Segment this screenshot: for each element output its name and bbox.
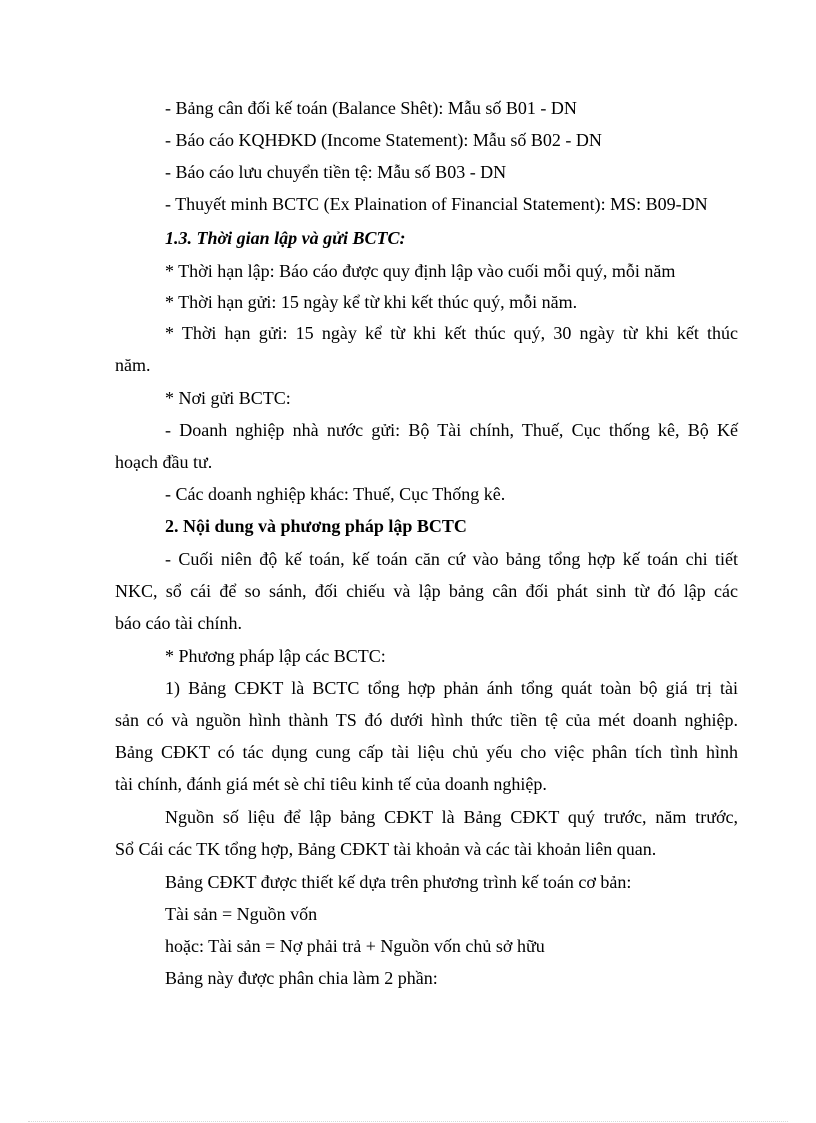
form-item-cash-flow: - Báo cáo lưu chuyển tiền tệ: Mẫu số B03 - DN bbox=[165, 162, 507, 182]
paragraph-deadline-submit-1: * Thời hạn gửi: 15 ngày kể từ khi kết thúc quý, mỗi năm. bbox=[165, 292, 578, 312]
paragraph-balance-sheet-1: 1) Bảng CĐKT là BCTC tổng hợp phản ánh tổng quát toàn bộ giá trị tài bbox=[165, 678, 738, 698]
paragraph-data-source-2: Sổ Cái các TK tổng hợp, Bảng CĐKT tài khoản và các tài khoản liên quan. bbox=[115, 839, 657, 859]
paragraph-year-end-3: báo cáo tài chính. bbox=[115, 613, 242, 633]
paragraph-balance-sheet-2: sản có và nguồn hình thành TS đó dưới hình thức tiền tệ của mét doanh nghiệp. bbox=[115, 710, 738, 730]
paragraph-state-enterprise: - Doanh nghiệp nhà nước gửi: Bộ Tài chính, Thuế, Cục thống kê, Bộ Kế bbox=[165, 420, 738, 440]
equation-assets: Tài sản = Nguồn vốn bbox=[165, 904, 318, 924]
paragraph-balance-sheet-3: Bảng CĐKT có tác dụng cung cấp tài liệu chủ yếu cho việc phân tích tình hình bbox=[115, 742, 738, 762]
equation-assets-alt: hoặc: Tài sản = Nợ phải trả + Nguồn vốn chủ sở hữu bbox=[165, 936, 545, 956]
paragraph-data-source-1: Nguồn số liệu để lập bảng CĐKT là Bảng CĐKT quý trước, năm trước, bbox=[165, 807, 738, 827]
form-item-income-statement: - Báo cáo KQHĐKD (Income Statement): Mẫu số B02 - DN bbox=[165, 130, 602, 150]
form-item-notes: - Thuyết minh BCTC (Ex Plaination of Financial Statement): MS: B09-DN bbox=[165, 194, 708, 214]
paragraph-two-parts: Bảng này được phân chia làm 2 phần: bbox=[165, 968, 438, 988]
paragraph-other-enterprise: - Các doanh nghiệp khác: Thuế, Cục Thống kê. bbox=[165, 484, 506, 504]
page-bottom-divider bbox=[28, 1121, 788, 1122]
paragraph-year-end-2: NKC, sổ cái để so sánh, đối chiếu và lập bảng cân đối phát sinh từ đó lập các bbox=[115, 581, 738, 601]
paragraph-equation-intro: Bảng CĐKT được thiết kế dựa trên phương trình kế toán cơ bản: bbox=[165, 872, 632, 892]
paragraph-state-enterprise-cont: hoạch đầu tư. bbox=[115, 452, 213, 472]
paragraph-methods-heading: * Phương pháp lập các BCTC: bbox=[165, 646, 386, 666]
paragraph-submit-place: * Nơi gửi BCTC: bbox=[165, 388, 291, 408]
paragraph-year-end-1: - Cuối niên độ kế toán, kế toán căn cứ vào bảng tổng hợp kế toán chi tiết bbox=[165, 549, 738, 569]
section-heading-1-3: 1.3. Thời gian lập và gửi BCTC: bbox=[165, 228, 406, 248]
paragraph-deadline-submit-2-cont: năm. bbox=[115, 355, 151, 375]
paragraph-balance-sheet-4: tài chính, đánh giá mét sè chỉ tiêu kinh tế của doanh nghiệp. bbox=[115, 774, 547, 794]
form-item-balance-sheet: - Bảng cân đối kế toán (Balance Shêt): Mẫu số B01 - DN bbox=[165, 98, 577, 118]
paragraph-deadline-submit-2: * Thời hạn gửi: 15 ngày kể từ khi kết thúc quý, 30 ngày từ khi kết thúc bbox=[165, 323, 738, 343]
section-heading-2: 2. Nội dung và phương pháp lập BCTC bbox=[165, 516, 467, 536]
paragraph-deadline-prepare: * Thời hạn lập: Báo cáo được quy định lập vào cuối mỗi quý, mỗi năm bbox=[165, 261, 676, 281]
